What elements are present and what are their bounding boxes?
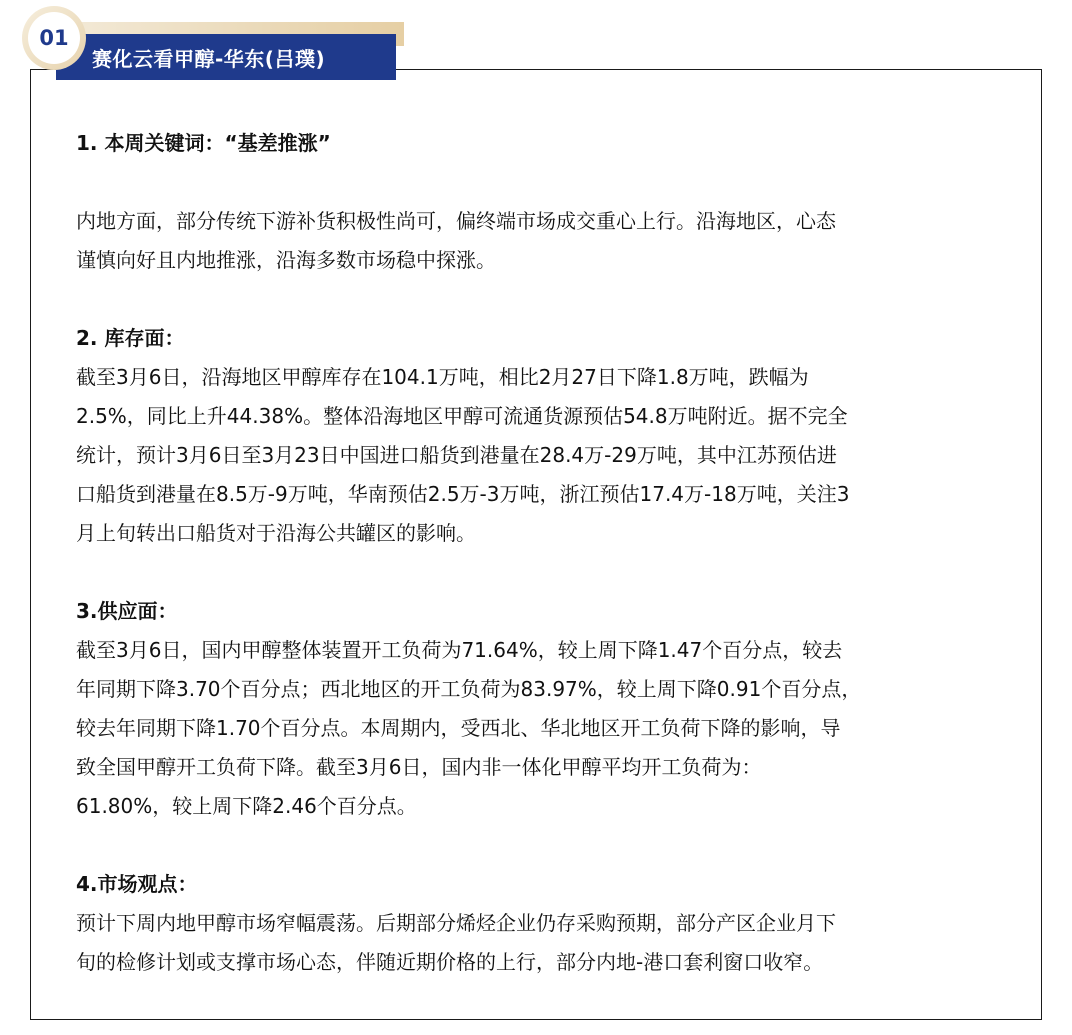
supply-paragraph-line: 年同期下降3.70个百分点；西北地区的开工负荷为83.97%，较上周下降0.91个百分点， bbox=[76, 677, 862, 701]
inventory-paragraph-line: 月上旬转出口船货对于沿海公共罐区的影响。 bbox=[76, 521, 476, 545]
article-body bbox=[76, 124, 1006, 982]
outlook-paragraph-line: 预计下周内地甲醇市场窄幅震荡。后期部分烯烃企业仍存采购预期，部分产区企业月下 bbox=[76, 911, 836, 935]
section-header-title: 赛化云看甲醇-华东(吕璞) bbox=[92, 46, 326, 71]
inventory-paragraph-line: 2.5%，同比上升44.38%。整体沿海地区甲醇可流通货源预估54.8万吨附近。据不完全 bbox=[76, 404, 848, 428]
keyword-section-title: 1. 本周关键词：“基差推涨” bbox=[76, 131, 331, 155]
supply-paragraph-line: 截至3月6日，国内甲醇整体装置开工负荷为71.64%，较上周下降1.47个百分点，较去 bbox=[76, 638, 843, 662]
outlook-section-title: 4.市场观点： bbox=[76, 872, 198, 896]
section-number-badge bbox=[22, 6, 86, 70]
supply-section-title: 3.供应面： bbox=[76, 599, 178, 623]
inventory-paragraph-line: 截至3月6日，沿海地区甲醇库存在104.1万吨，相比2月27日下降1.8万吨，跌幅为 bbox=[76, 365, 809, 389]
inventory-section-title: 2. 库存面： bbox=[76, 326, 185, 350]
badge-number: 01 bbox=[39, 26, 69, 50]
supply-paragraph-line: 较去年同期下降1.70个百分点。本周期内，受西北、华北地区开工负荷下降的影响，导 bbox=[76, 716, 841, 740]
badge-inner-circle bbox=[28, 12, 80, 64]
inventory-paragraph-line: 口船货到港量在8.5万-9万吨，华南预估2.5万-3万吨，浙江预估17.4万-18万吨，关注3 bbox=[76, 482, 850, 506]
outlook-paragraph-line: 旬的检修计划或支撑市场心态，伴随近期价格的上行，部分内地-港口套利窗口收窄。 bbox=[76, 950, 824, 974]
section-header-bar bbox=[56, 34, 396, 80]
keyword-paragraph-line: 谨慎向好且内地推涨，沿海多数市场稳中探涨。 bbox=[76, 248, 496, 272]
supply-paragraph-line: 致全国甲醇开工负荷下降。截至3月6日，国内非一体化甲醇平均开工负荷为： bbox=[76, 755, 762, 779]
keyword-paragraph-line: 内地方面，部分传统下游补货积极性尚可，偏终端市场成交重心上行。沿海地区，心态 bbox=[76, 209, 836, 233]
inventory-paragraph-line: 统计，预计3月6日至3月23日中国进口船货到港量在28.4万-29万吨，其中江苏预估进 bbox=[76, 443, 837, 467]
supply-paragraph-line: 61.80%，较上周下降2.46个百分点。 bbox=[76, 794, 417, 818]
